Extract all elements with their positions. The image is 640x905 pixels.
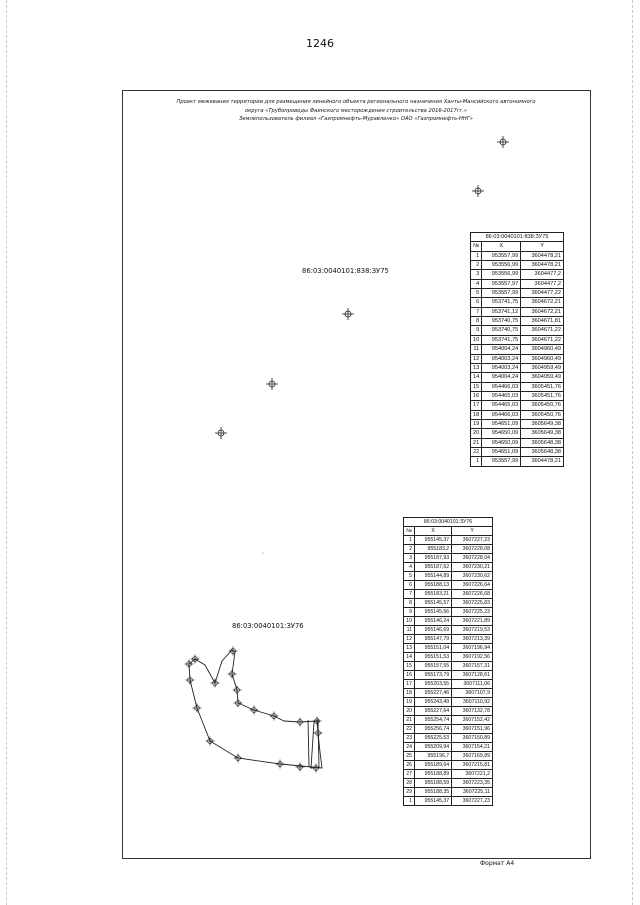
point-number-cell: 20 — [404, 707, 415, 716]
table-row — [404, 545, 493, 554]
y-coordinate-cell: 3607215,81 — [452, 761, 493, 770]
x-coordinate-cell: 954466,03 — [482, 382, 521, 391]
y-coordinate-cell: 3607221,89 — [452, 617, 493, 626]
point-number-cell: 11 — [471, 345, 482, 354]
table-row — [471, 307, 564, 316]
table-row — [471, 401, 564, 410]
x-coordinate-cell: 955225,53 — [415, 734, 452, 743]
y-coordinate-cell: 3607226,64 — [452, 581, 493, 590]
table-row — [471, 326, 564, 335]
point-number-cell: 14 — [471, 373, 482, 382]
x-coordinate-cell: 955209,94 — [415, 743, 452, 752]
point-number-cell: 9 — [471, 326, 482, 335]
point-number-cell: 6 — [471, 298, 482, 307]
point-number-cell: 1 — [404, 797, 415, 806]
table-row — [404, 635, 493, 644]
point-number-cell: 10 — [404, 617, 415, 626]
x-coordinate-cell: 953740,75 — [482, 326, 521, 335]
x-coordinate-cell: 955146,24 — [415, 617, 452, 626]
y-coordinate-cell: 3604672,21 — [521, 298, 564, 307]
y-coordinate-cell: 3607169,89 — [452, 752, 493, 761]
x-coordinate-cell: 955189,64 — [415, 761, 452, 770]
x-coordinate-cell: 954004,24 — [482, 373, 521, 382]
x-coordinate-cell: 955151,04 — [415, 644, 452, 653]
survey-point-marker — [342, 308, 354, 320]
y-coordinate-cell: 3604478,21 — [521, 457, 564, 466]
table-row — [404, 725, 493, 734]
y-coordinate-cell: 3607110,92 — [452, 698, 493, 707]
table-row — [471, 317, 564, 326]
y-coordinate-cell: 3604959,49 — [521, 373, 564, 382]
y-coordinate-cell: 3607225,23 — [452, 608, 493, 617]
x-coordinate-cell: 955147,79 — [415, 635, 452, 644]
point-number-cell: 7 — [471, 307, 482, 316]
x-coordinate-cell: 955187,93 — [415, 554, 452, 563]
point-number-cell: 6 — [404, 581, 415, 590]
y-coordinate-cell: 3607226,68 — [452, 590, 493, 599]
x-coordinate-cell: 953556,99 — [482, 261, 521, 270]
x-coordinate-cell: 955196,7 — [415, 752, 452, 761]
point-number-cell: 19 — [471, 419, 482, 428]
y-coordinate-cell: 3605648,38 — [521, 447, 564, 456]
table-row — [404, 536, 493, 545]
table-row — [471, 438, 564, 447]
col-header-number: № — [471, 242, 482, 251]
table-row — [471, 270, 564, 279]
point-number-cell: 9 — [404, 608, 415, 617]
table-row — [404, 662, 493, 671]
y-coordinate-cell: 3607192,56 — [452, 653, 493, 662]
x-coordinate-cell: 955144,89 — [415, 572, 452, 581]
point-number-cell: 13 — [471, 363, 482, 372]
x-coordinate-cell: 953557,99 — [482, 457, 521, 466]
y-coordinate-cell: 3604960,49 — [521, 345, 564, 354]
col-header-x: X — [482, 242, 521, 251]
x-coordinate-cell: 954650,09 — [482, 429, 521, 438]
x-coordinate-cell: 954003,24 — [482, 354, 521, 363]
table-row — [404, 644, 493, 653]
y-coordinate-cell: 3607132,78 — [452, 707, 493, 716]
x-coordinate-cell: 955188,89 — [415, 770, 452, 779]
col-header-number: № — [404, 527, 415, 536]
table-row — [471, 410, 564, 419]
y-coordinate-cell: 3607225,11 — [452, 788, 493, 797]
y-coordinate-cell: 3607228,04 — [452, 554, 493, 563]
x-coordinate-cell: 955203,55 — [415, 680, 452, 689]
table-row — [404, 554, 493, 563]
header-line-2: округа «Трубопроводы Фаинского месторождения строительства 2016-2017гг.» — [244, 107, 468, 114]
table-row — [404, 572, 493, 581]
x-coordinate-cell: 955188,13 — [415, 581, 452, 590]
table-row — [471, 279, 564, 288]
x-coordinate-cell: 955151,53 — [415, 653, 452, 662]
y-coordinate-cell: 3605451,76 — [521, 382, 564, 391]
point-number-cell: 8 — [471, 317, 482, 326]
table-row — [404, 689, 493, 698]
x-coordinate-cell: 954650,09 — [482, 438, 521, 447]
point-number-cell: 13 — [404, 644, 415, 653]
x-coordinate-cell: 955183,21 — [415, 590, 452, 599]
table-row — [404, 734, 493, 743]
x-coordinate-cell: 954004,24 — [482, 345, 521, 354]
x-coordinate-cell: 954465,03 — [482, 391, 521, 400]
table-caption: 86:03:0040101:ЗУ76 — [404, 518, 493, 527]
y-coordinate-cell: 3605648,38 — [521, 438, 564, 447]
x-coordinate-cell: 955188,35 — [415, 788, 452, 797]
table-row — [404, 671, 493, 680]
x-coordinate-cell: 953557,97 — [482, 279, 521, 288]
point-number-cell: 23 — [404, 734, 415, 743]
table-row — [471, 251, 564, 260]
x-coordinate-cell: 953741,75 — [482, 335, 521, 344]
x-coordinate-cell: 955173,79 — [415, 671, 452, 680]
x-coordinate-cell: 954466,03 — [482, 410, 521, 419]
y-coordinate-cell: 3607221,2 — [452, 770, 493, 779]
survey-point-marker — [215, 427, 227, 439]
y-coordinate-cell: 3604960,49 — [521, 354, 564, 363]
table-row — [404, 752, 493, 761]
table-row — [471, 447, 564, 456]
y-coordinate-cell: 3607111,06 — [452, 680, 493, 689]
y-coordinate-cell: 3604477,22 — [521, 289, 564, 298]
point-number-cell: 22 — [471, 447, 482, 456]
table-row — [471, 363, 564, 372]
x-coordinate-cell: 955183,2 — [415, 545, 452, 554]
point-number-cell: 27 — [404, 770, 415, 779]
x-coordinate-cell: 954465,03 — [482, 401, 521, 410]
point-number-cell: 2 — [471, 261, 482, 270]
point-number-cell: 29 — [404, 788, 415, 797]
point-number-cell: 11 — [404, 626, 415, 635]
point-number-cell: 19 — [404, 698, 415, 707]
y-coordinate-cell: 3607157,31 — [452, 662, 493, 671]
point-number-cell: 28 — [404, 779, 415, 788]
point-number-cell: 16 — [471, 391, 482, 400]
y-coordinate-cell: 3607196,94 — [452, 644, 493, 653]
table-row — [404, 563, 493, 572]
table-row — [404, 797, 493, 806]
y-coordinate-cell: 3607227,23 — [452, 536, 493, 545]
table-row — [471, 373, 564, 382]
point-number-cell: 1 — [471, 457, 482, 466]
table-row — [471, 391, 564, 400]
y-coordinate-cell: 3605450,76 — [521, 401, 564, 410]
x-coordinate-cell: 953556,99 — [482, 270, 521, 279]
point-number-cell: 17 — [404, 680, 415, 689]
point-number-cell: 21 — [471, 438, 482, 447]
point-number-cell: 17 — [471, 401, 482, 410]
y-coordinate-cell: 3605649,38 — [521, 419, 564, 428]
point-number-cell: 18 — [404, 689, 415, 698]
point-number-cell: 26 — [404, 761, 415, 770]
point-number-cell: 21 — [404, 716, 415, 725]
table-row — [404, 743, 493, 752]
table-row — [404, 698, 493, 707]
point-number-cell: 22 — [404, 725, 415, 734]
table-body — [471, 251, 564, 466]
table-row — [404, 626, 493, 635]
table-row — [404, 707, 493, 716]
header-line-1: Проект межевания территории для размещения линейного объекта регионального назначения Ханты-Мансийского автономного — [176, 99, 536, 105]
x-coordinate-cell: 955145,37 — [415, 536, 452, 545]
y-coordinate-cell: 3607230,62 — [452, 572, 493, 581]
x-coordinate-cell: 955256,74 — [415, 725, 452, 734]
page-number: 1246 — [306, 37, 334, 50]
y-coordinate-cell: 3607228,08 — [452, 545, 493, 554]
point-number-cell: 2 — [404, 545, 415, 554]
x-coordinate-cell: 953557,99 — [482, 289, 521, 298]
point-number-cell: 1 — [404, 536, 415, 545]
y-coordinate-cell: 3604477,2 — [521, 279, 564, 288]
sheet-format-label: Формат А4 — [480, 860, 515, 867]
point-number-cell: 16 — [404, 671, 415, 680]
table-row — [471, 261, 564, 270]
x-coordinate-cell: 955254,74 — [415, 716, 452, 725]
y-coordinate-cell: 3607225,83 — [452, 599, 493, 608]
y-coordinate-cell: 3607154,21 — [452, 743, 493, 752]
y-coordinate-cell: 3607150,89 — [452, 734, 493, 743]
y-coordinate-cell: 3604478,21 — [521, 261, 564, 270]
point-number-cell: 1 — [471, 251, 482, 260]
x-coordinate-cell: 954651,09 — [482, 447, 521, 456]
x-coordinate-cell: 954651,09 — [482, 419, 521, 428]
point-number-cell: 25 — [404, 752, 415, 761]
x-coordinate-cell: 955188,59 — [415, 779, 452, 788]
point-number-cell: 7 — [404, 590, 415, 599]
x-coordinate-cell: 953741,12 — [482, 307, 521, 316]
x-coordinate-cell: 955187,62 — [415, 563, 452, 572]
y-coordinate-cell: 3604959,49 — [521, 363, 564, 372]
survey-point-marker — [472, 185, 484, 197]
y-coordinate-cell: 3604671,22 — [521, 335, 564, 344]
point-number-cell: 4 — [404, 563, 415, 572]
parcel-1-label: 86:03:0040101:838:ЗУ75 — [302, 267, 389, 275]
point-number-cell: 3 — [404, 554, 415, 563]
col-header-x: X — [415, 527, 452, 536]
y-coordinate-cell: 3605649,38 — [521, 429, 564, 438]
y-coordinate-cell: 3604477,2 — [521, 270, 564, 279]
table-row — [404, 581, 493, 590]
point-number-cell: 24 — [404, 743, 415, 752]
y-coordinate-cell: 3605451,76 — [521, 391, 564, 400]
point-number-cell: 12 — [404, 635, 415, 644]
x-coordinate-cell: 955243,49 — [415, 698, 452, 707]
y-coordinate-cell: 3604671,81 — [521, 317, 564, 326]
table-body — [404, 536, 493, 806]
y-coordinate-cell: 3607152,42 — [452, 716, 493, 725]
y-coordinate-cell: 3607219,53 — [452, 626, 493, 635]
x-coordinate-cell: 955227,64 — [415, 707, 452, 716]
point-number-cell: 14 — [404, 653, 415, 662]
table-row — [404, 680, 493, 689]
y-coordinate-cell: 3607223,35 — [452, 779, 493, 788]
table-row — [404, 599, 493, 608]
table-row — [404, 779, 493, 788]
table-row — [471, 457, 564, 466]
table-row — [471, 382, 564, 391]
survey-point-marker — [266, 378, 278, 390]
point-number-cell: 5 — [471, 289, 482, 298]
x-coordinate-cell: 953741,75 — [482, 298, 521, 307]
point-number-cell: 18 — [471, 410, 482, 419]
table-row — [404, 770, 493, 779]
point-number-cell: 4 — [471, 279, 482, 288]
table-row — [404, 653, 493, 662]
parcel-1-markers — [215, 136, 509, 439]
col-header-y: Y — [521, 242, 564, 251]
point-number-cell: 12 — [471, 354, 482, 363]
point-number-cell: 10 — [471, 335, 482, 344]
header-line-3: Землепользователь филиал «Газпромнефть-Муравленко» ОАО «Газпромнефть-ННГ» — [239, 116, 473, 123]
y-coordinate-cell: 3607107,9 — [452, 689, 493, 698]
x-coordinate-cell: 955227,46 — [415, 689, 452, 698]
y-coordinate-cell: 3607230,21 — [452, 563, 493, 572]
point-number-cell: 15 — [404, 662, 415, 671]
table-row — [404, 761, 493, 770]
x-coordinate-cell: 953740,75 — [482, 317, 521, 326]
y-coordinate-cell: 3607227,23 — [452, 797, 493, 806]
table-row — [471, 429, 564, 438]
y-coordinate-cell: 3607128,61 — [452, 671, 493, 680]
x-coordinate-cell: 955145,66 — [415, 608, 452, 617]
table-row — [471, 345, 564, 354]
table-row — [404, 617, 493, 626]
x-coordinate-cell: 955145,37 — [415, 797, 452, 806]
table-row — [404, 788, 493, 797]
table-row — [471, 335, 564, 344]
y-coordinate-cell: 3604478,21 — [521, 251, 564, 260]
table-row — [471, 298, 564, 307]
y-coordinate-cell: 3605450,76 — [521, 410, 564, 419]
point-number-cell: 20 — [471, 429, 482, 438]
point-number-cell: 5 — [404, 572, 415, 581]
col-header-y: Y — [452, 527, 493, 536]
parcel-2-label: 86:03:0040101:ЗУ76 — [232, 622, 304, 630]
x-coordinate-cell: 955146,69 — [415, 626, 452, 635]
point-number-cell: 8 — [404, 599, 415, 608]
coordinates-table-parcel-2 — [403, 517, 493, 806]
x-coordinate-cell: 955145,57 — [415, 599, 452, 608]
survey-point-marker — [497, 136, 509, 148]
table-caption: 86:03:0040101:838:ЗУ75 — [471, 233, 564, 242]
x-coordinate-cell: 953557,99 — [482, 251, 521, 260]
point-number-cell: 15 — [471, 382, 482, 391]
y-coordinate-cell: 3607213,39 — [452, 635, 493, 644]
table-row — [471, 419, 564, 428]
point-number-cell: 3 — [471, 270, 482, 279]
table-row — [404, 716, 493, 725]
x-coordinate-cell: 955157,55 — [415, 662, 452, 671]
y-coordinate-cell: 3607151,96 — [452, 725, 493, 734]
y-coordinate-cell: 3604672,21 — [521, 307, 564, 316]
y-coordinate-cell: 3604671,22 — [521, 326, 564, 335]
x-coordinate-cell: 954003,24 — [482, 363, 521, 372]
parcel-2-boundary — [189, 650, 322, 768]
table-row — [471, 354, 564, 363]
table-row — [404, 590, 493, 599]
coordinates-table-parcel-1 — [470, 232, 564, 467]
table-row — [471, 289, 564, 298]
table-row — [404, 608, 493, 617]
